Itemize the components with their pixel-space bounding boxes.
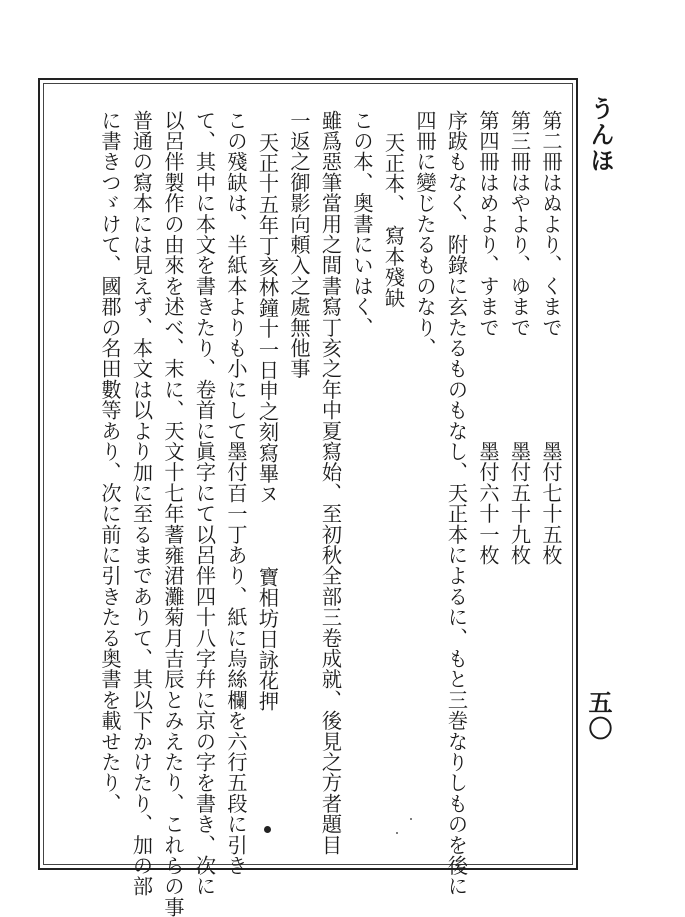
text-column: 以呂伴製作の由來を述べ、末に、天文十七年蓍雍涒灘菊月吉辰とみえたり、これらの事 [161,110,185,917]
text-column: 普通の寫本には見えず、本文は以より加に至るまでありて、其以下かけたり、加の部 [129,110,154,897]
text-column: 第三冊はやより、ゆまで 墨付五十九枚 [507,110,532,566]
text-column: 一返之御影向頼入之處無他事 [287,110,311,380]
text-column: 序跋もなく、附錄に玄たるものもなし、天正本によるに、もと三巻なりしものを後に [444,110,469,897]
ink-speck [410,818,412,820]
text-column: 雖爲惡筆當用之間書寫丁亥之年中夏寫始、至初秋全部三卷成就、後見之方者題目 [318,110,343,856]
text-column: 天正十五年丁亥林鐘十一日申之刻寫畢ヌ 寶相坊日詠花押 [255,132,280,712]
text-column: に書きつゞけて、國郡の名田數等あり、次に前に引きたる奥書を載せたり、 [98,110,122,814]
text-column: この本、奥書にいはく、 [350,110,374,338]
ink-speck [396,832,398,834]
page-number: 五〇 [584,690,613,742]
text-column: 第二冊はぬより、くまで 墨付七十五枚 [539,110,563,566]
text-column: この殘缺は、半紙本よりも小にして墨付百一丁あり、紙に烏絲欄を六行五段に引き [224,110,248,876]
ink-dot [264,826,271,833]
text-column: 四冊に變じたるものなり、 [413,110,437,359]
running-header: うんほ [586,96,615,174]
text-column: て、其中に本文を書きたり、卷首に眞字にて以呂伴四十八字幷に京の字を書き、次に [192,110,217,897]
text-column: 天正本、 寫本殘缺 [381,132,406,309]
text-column: 第四冊はめより、すまで 墨付六十一枚 [476,110,500,566]
